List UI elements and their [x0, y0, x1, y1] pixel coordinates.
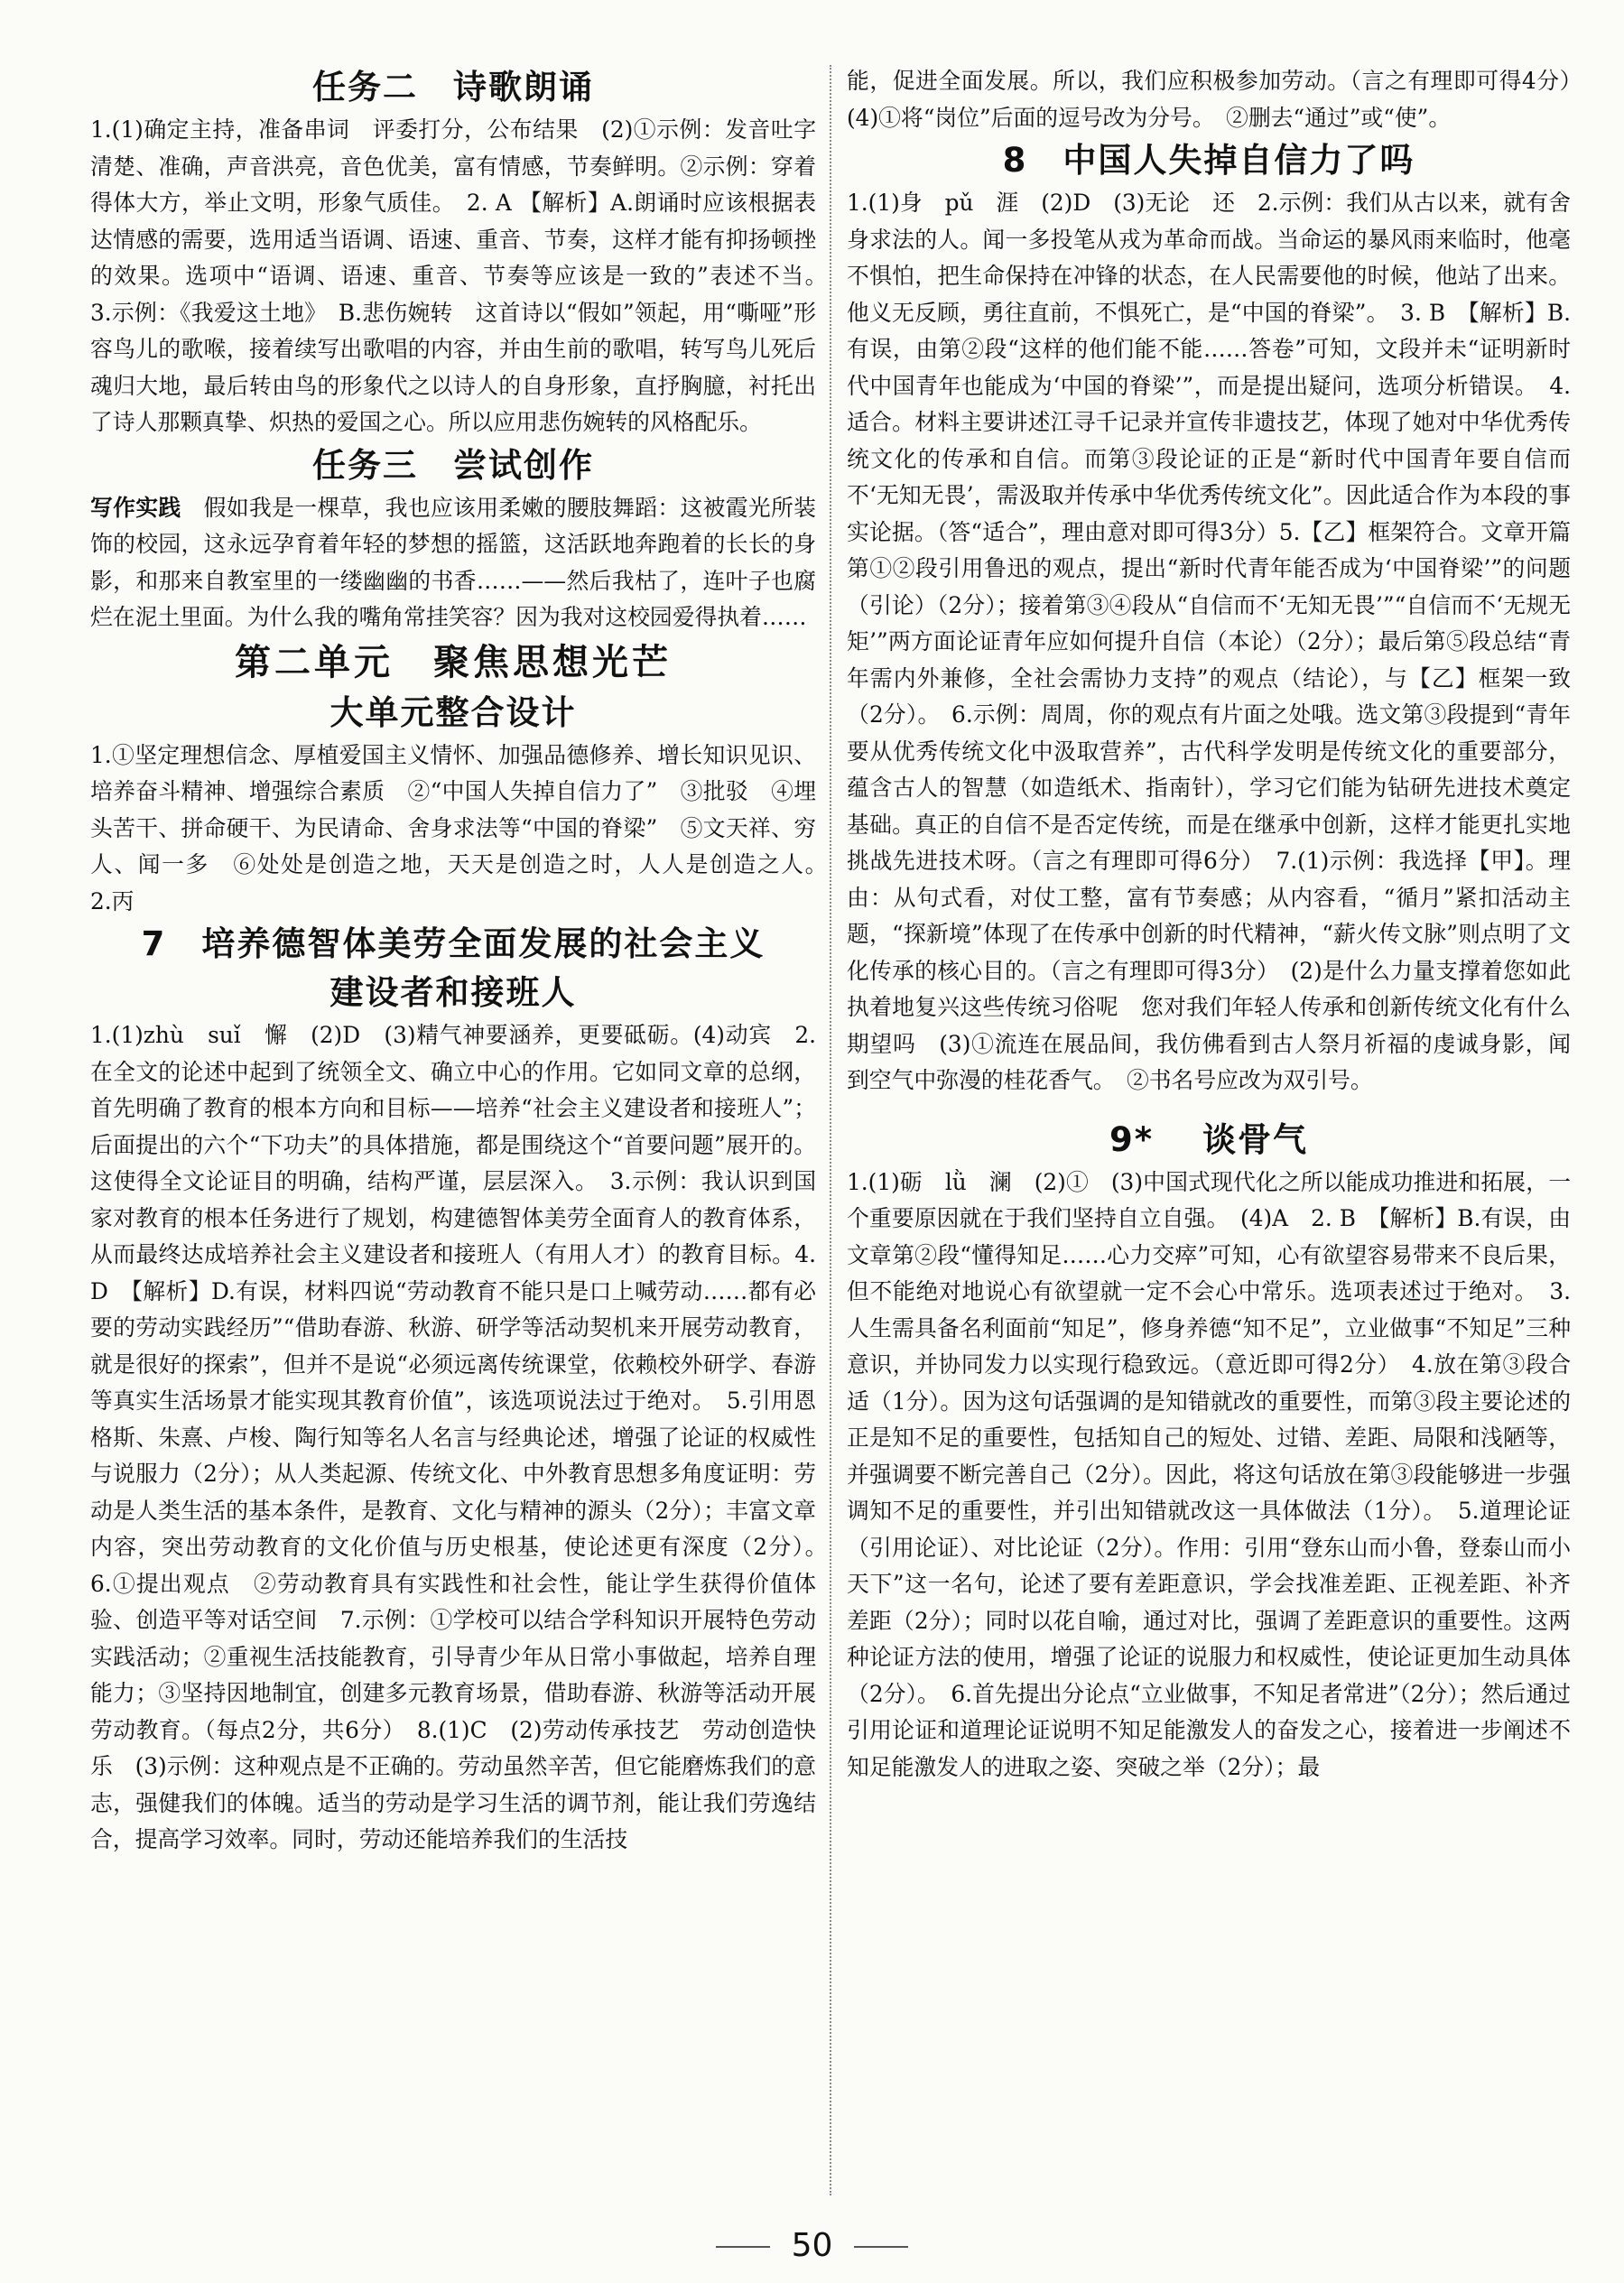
- task2-answers: 1.(1)确定主持，准备串词 评委打分，公布结果 (2)①示例：发音吐字清楚、准确，声音洪亮，音色优美，富有情感，节奏鲜明。②示例：穿着得体大方，举止文明，形象气质佳。 2. A 【解析】A.朗诵时应该根据表达情感的需要，选用适当语调、语速、重音、节奏，这样才能有抑扬顿挫的效果。选项中“语调、语速、重音、节奏等应该是一致的”表述不当。 3.示例：《我爱这土地》 B.悲伤婉转 这首诗以“假如”领起，用“嘶哑”形容鸟儿的歌喉，接着续写出歌唱的内容，并由生前的歌唱，转写鸟儿死后魂归大地，最后转由鸟的形象代之以诗人的自身形象，直抒胸臆，衬托出了诗人那颗真挚、炽热的爱国之心。所以应用悲伤婉转的风格配乐。: [90, 116, 839, 435]
- right-column: [847, 63, 1593, 1786]
- page-number-right-rule: [854, 2246, 908, 2248]
- lesson8-title: 8 中国人失掉自信力了吗: [1002, 141, 1415, 180]
- page-number-left-rule: [716, 2246, 770, 2248]
- lesson7-answers: 1.(1)zhù suǐ 懈 (2)D (3)精气神要涵养，更要砥砺。(4)动宾 2.在全文的论述中起到了统领全文、确立中心的作用。它如同文章的总纲，首先明确了教育的根本方向和目标——培养“社会主义建设者和接班人”；后面提出的六个“下功夫”的具体措施，都是围绕这个“首要问题”展开的。这使得全文论证目的明确，结构严谨，层层深入。 3.示例：我认识到国家对教育的根本任务进行了规划，构建德智体美劳全面育人的教育体系，从而最终达成培养社会主义建设者和接班人（有用人才）的教育目标。4. D 【解析】D.有误，材料四说“劳动教育不能只是口上喊劳动……都有必要的劳动实践经历”“借助春游、秋游、研学等活动契机来开展劳动教育，就是很好的探索”，但并不是说“必须远离传统课堂，依赖校外研学、春游等真实生活场景才能实现其教育价值”，该选项说法过于绝对。 5.引用恩格斯、朱熹、卢梭、陶行知等名人名言与经典论述，增强了论证的权威性与说服力（2分）；从人类起源、传统文化、中外教育思想多角度证明：劳动是人类生活的基本条件，是教育、文化与精神的源头（2分）；丰富文章内容，突出劳动教育的文化价值与历史根基，使论述更有深度（2分）。 6.①提出观点 ②劳动教育具有实践性和社会性，能让学生获得价值体验、创造平等对话空间 7.示例：①学校可以结合学科知识开展特色劳动实践活动；②重视生活技能教育，引导青少年从日常小事做起，培养自理能力；③坚持因地制宜，创建多元教育场景，借助春游、秋游等活动开展劳动教育。（每点2分，共6分） 8.(1)C (2)劳动传承技艺 劳动创造快乐 (3)示例：这种观点是不正确的。劳动虽然辛苦，但它能磨炼我们的意志，强健我们的体魄。适当的劳动是学习生活的调节剂，能让我们劳逸结合，提高学习效率。同时，劳动还能培养我们的生活技: [90, 1022, 839, 1852]
- writing-practice-label: 写作实践: [90, 494, 181, 521]
- writing-practice-text: 假如我是一棵草，我也应该用柔嫩的腰肢舞蹈：这被霞光所装饰的校园，这永远孕育着年轻的梦想的摇篮，这活跃地奔跑着的长长的身影，和那来自教室里的一缕幽幽的书香……——然后我枯了，连叶子也腐烂在泥土里面。为什么我的嘴角常挂笑容？因为我对这校园爱得执着……: [90, 494, 816, 630]
- lesson9-answers: 1.(1)砺 lǜ 澜 (2)① (3)中国式现代化之所以能成功推进和拓展，一个重要原因就在于我们坚持自立自强。 (4)A 2. B 【解析】B.有误，由文章第②段“懂得知足……心力交瘁”可知，心有欲望容易带来不良后果，但不能绝对地说心有欲望就一定不会心中常乐。选项表述过于绝对。 3.人生需具备名利面前“知足”，修身养德“知不足”，立业做事“不知足”三种意识，并协同发力以实现行稳致远。（意近即可得2分） 4.放在第③段合适（1分）。因为这句话强调的是知错就改的重要性，而第③段主要论述的正是知不足的重要性，包括知自己的短处、过错、差距、局限和浅陋等，并强调要不断完善自己（2分）。因此，将这句话放在第③段能够进一步强调知不足的重要性，并引出知错就改这一具体做法（1分）。 5.道理论证（引用论证）、对比论证（2分）。作用：引用“登东山而小鲁，登泰山而小天下”这一名句，论述了要有差距意识，学会找准差距、正视差距、补齐差距（2分）；同时以花自喻，通过对比，强调了差距意识的重要性。这两种论证方法的使用，增强了论证的说服力和权威性，使论证更加生动具体（2分）。 6.首先提出分论点“立业做事，不知足者常进”（2分）；然后通过引用论证和道理论证说明不知足能激发人的奋发之心，接着进一步阐述不知足能激发人的进取之姿、突破之举（2分）；最: [847, 1168, 1571, 1780]
- lesson7-title-line1: 7 培养德智体美劳全面发展的社会主义: [141, 924, 766, 963]
- lesson7-title-line2: 建设者和接班人: [329, 973, 577, 1012]
- task3-title: 任务三 尝试创作: [312, 445, 594, 485]
- page-number-text: 50: [791, 2227, 833, 2264]
- lesson7-answers-continued: 能，促进全面发展。所以，我们应积极参加劳动。（言之有理即可得4分） (4)①将“岗位”后面的逗号改为分号。 ②删去“通过”或“使”。: [847, 68, 1593, 131]
- lesson9-title: 9* 谈骨气: [1109, 1119, 1308, 1159]
- task2-title: 任务二 诗歌朗诵: [312, 68, 594, 107]
- unit-subtitle: 大单元整合设计: [329, 692, 577, 732]
- unit-title: 第二单元 聚焦思想光芒: [235, 641, 672, 683]
- lesson8-answers: 1.(1)身 pǔ 涯 (2)D (3)无论 还 2.示例：我们从古以来，就有舍身求法的人。闻一多投笔从戎为革命而战。当命运的暴风雨来临时，他毫不惧怕，把生命保持在冲锋的状态，在人民需要他的时候，他站了出来。他义无反顾，勇往直前，不惧死亡，是“中国的脊梁”。 3. B 【解析】B.有误，由第②段“这样的他们能不能……答卷”可知，文段并未“证明新时代中国青年也能成为‘中国的脊梁’”，而是提出疑问，选项分析错误。 4.适合。材料主要讲述江寻千记录并宣传非遗技艺，体现了她对中华优秀传统文化的传承和自信。而第③段论证的正是“新时代中国青年要自信而不‘无知无畏’，需汲取并传承中华优秀传统文化”。因此适合作为本段的事实论据。（答“适合”，理由意对即可得3分）5.【乙】框架符合。文章开篇第①②段引用鲁迅的观点，提出“新时代青年能否成为‘中国脊梁’”的问题（引论）（2分）；接着第③④段从“自信而不‘无知无畏’”“自信而不‘无规无矩’”两方面论证青年应如何提升自信（本论）（2分）；最后第⑤段总结“青年需内外兼修，全社会需协力支持”的观点（结论），与【乙】框架一致（2分）。 6.示例：周周，你的观点有片面之处哦。选文第③段提到“青年要从优秀传统文化中汲取营养”，古代科学发明是传统文化的重要部分，蕴含古人的智慧（如造纸术、指南针），学习它们能为钻研先进技术奠定基础。真正的自信不是否定传统，而是在继承中创新，这样才能更扎实地挑战先进技术呀。（言之有理即可得6分） 7.(1)示例：我选择【甲】。理由：从句式看，对仗工整，富有节奏感；从内容看，“循月”紧扣活动主题，“探新境”体现了在传承中创新的时代精神，“薪火传文脉”则点明了文化传承的核心目的。（言之有理即可得3分） (2)是什么力量支撑着您如此执着地复兴这些传统习俗呢 您对我们年轻人传承和创新传统文化有什么期望吗 (3)①流连在展品间，我仿佛看到古人祭月祈福的虔诚身影，闻到空气中弥漫的桂花香气。 ②书名号应改为双引号。: [847, 190, 1571, 1093]
- unit-answers: 1.①坚定理想信念、厚植爱国主义情怀、加强品德修养、增长知识见识、培养奋斗精神、增强综合素质 ②“中国人失掉自信力了” ③批驳 ④埋头苦干、拼命硬干、为民请命、舍身求法等“中国的脊梁” ⑤文天祥、穷人、闻一多 ⑥处处是创造之地，天天是创造之时，人人是创造之人。 2.丙: [90, 741, 839, 914]
- page-number: [0, 2227, 1624, 2264]
- left-column: [90, 63, 839, 1859]
- task3-answers: [90, 490, 816, 636]
- column-divider: [830, 65, 831, 2195]
